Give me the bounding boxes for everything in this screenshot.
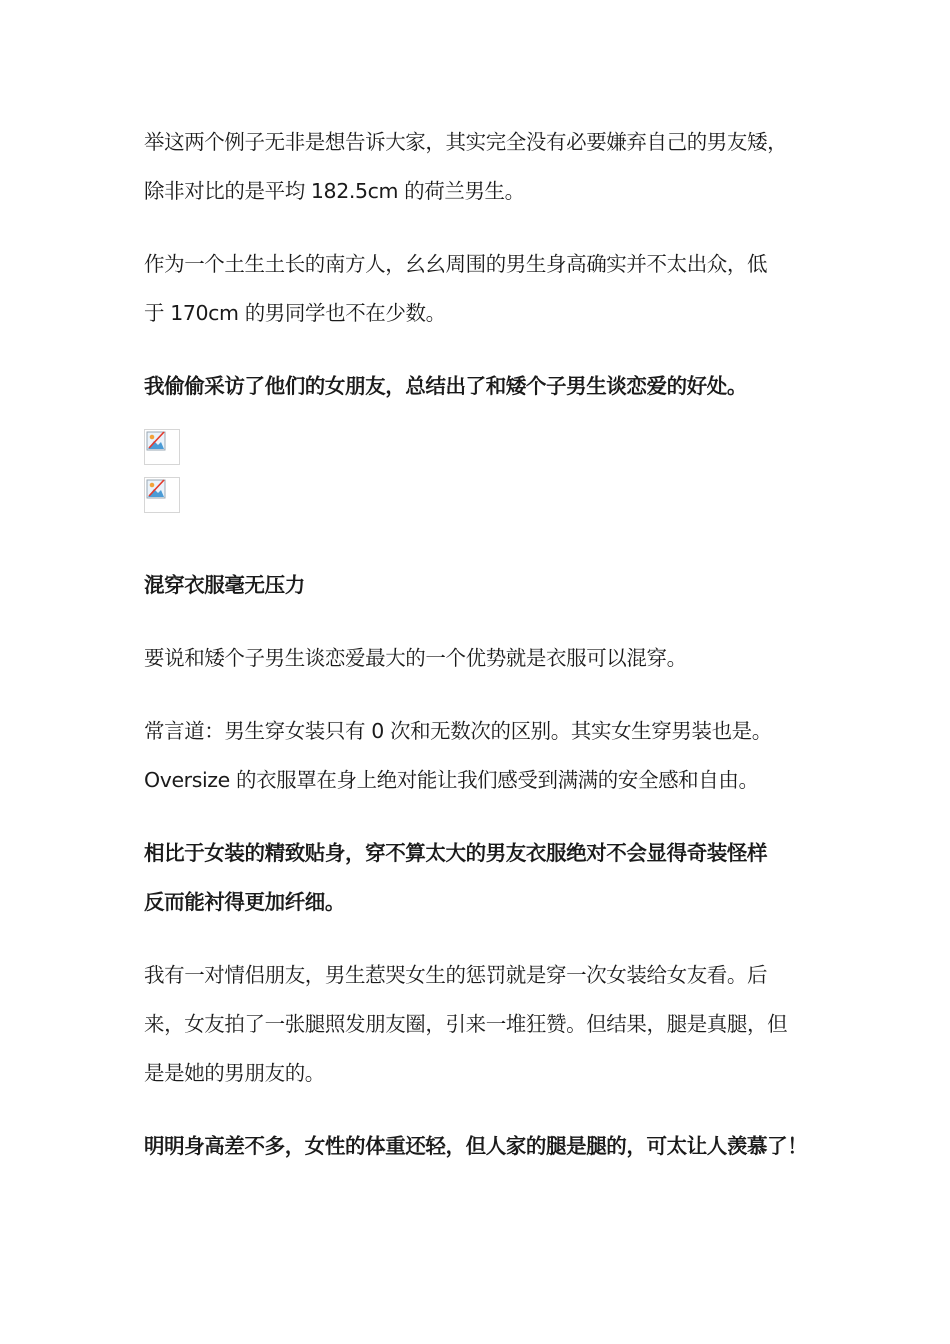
bold-paragraph: 明明身高差不多，女性的体重还轻，但人家的腿是腿的，可太让人羡慕了！ <box>144 1134 808 1158</box>
paragraph-line: 常言道：男生穿女装只有 0 次和无数次的区别。其实女生穿男装也是。 <box>144 719 772 743</box>
paragraph-line: Oversize 的衣服罩在身上绝对能让我们感受到满满的安全感和自由。 <box>144 768 759 792</box>
paragraph-line: 作为一个土生土长的南方人，幺幺周围的男生身高确实并不太出众，低 <box>144 252 768 276</box>
paragraph-line: 除非对比的是平均 182.5cm 的荷兰男生。 <box>144 179 525 203</box>
bold-paragraph: 我偷偷采访了他们的女朋友，总结出了和矮个子男生谈恋爱的好处。 <box>144 374 747 398</box>
paragraph-line: 于 170cm 的男同学也不在少数。 <box>144 301 446 325</box>
broken-image-icon <box>144 477 180 513</box>
paragraph-line: 来，女友拍了一张腿照发朋友圈，引来一堆狂赞。但结果，腿是真腿，但 <box>144 1012 788 1036</box>
article-body <box>144 118 844 1171</box>
bold-paragraph: 反而能衬得更加纤细。 <box>144 890 345 914</box>
paragraph-line: 要说和矮个子男生谈恋爱最大的一个优势就是衣服可以混穿。 <box>144 646 687 670</box>
paragraph-line: 是是她的男朋友的。 <box>144 1061 325 1085</box>
paragraph-line: 我有一对情侣朋友，男生惹哭女生的惩罚就是穿一次女装给女友看。后 <box>144 963 768 987</box>
broken-image-icon <box>144 429 180 465</box>
paragraph-line: 举这两个例子无非是想告诉大家，其实完全没有必要嫌弃自己的男友矮， <box>144 130 788 154</box>
section-heading: 混穿衣服毫无压力 <box>144 573 305 597</box>
bold-paragraph: 相比于女装的精致贴身，穿不算太大的男友衣服绝对不会显得奇装怪样 <box>144 841 768 865</box>
